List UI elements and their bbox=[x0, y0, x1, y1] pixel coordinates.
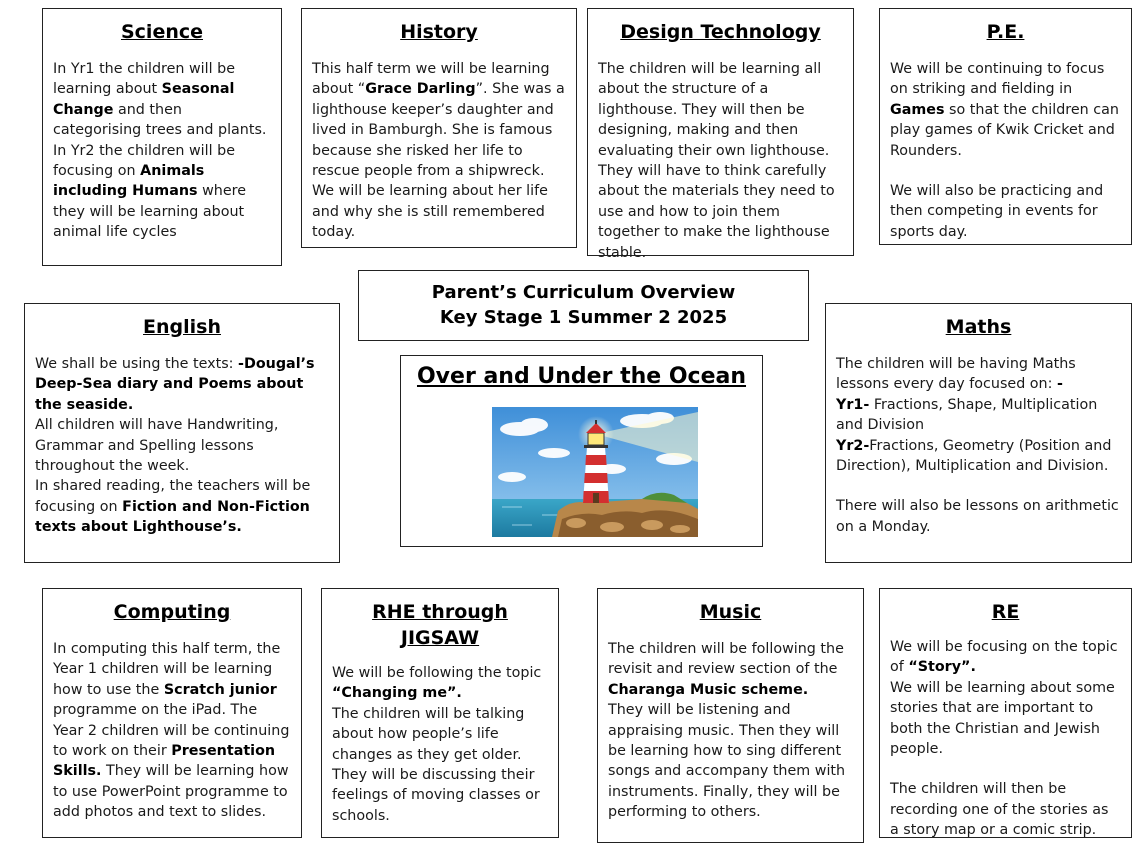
re-panel bbox=[879, 588, 1132, 838]
history-heading: History bbox=[400, 21, 478, 43]
music-text-1: The children will be following the revisit and review section of the Charanga Music scheme. bbox=[608, 641, 844, 698]
music-panel bbox=[597, 588, 864, 843]
re-heading: RE bbox=[991, 601, 1020, 623]
design-technology-text: The children will be learning all about the structure of a lighthouse. They will then be designing, making and then evaluating their own lighthouse. They will have to think carefully about the materials they need to use and how to join them together to make the lighthouse stable. bbox=[598, 61, 835, 261]
music-text-2: They will be listening and appraising music. Then they will be learning how to sing different songs and accompany them with instruments. Finally, they will be performing to others. bbox=[608, 702, 846, 821]
music-heading: Music bbox=[699, 601, 762, 623]
lighthouse-picture bbox=[492, 407, 698, 537]
pe-heading: P.E. bbox=[986, 21, 1025, 43]
pe-text-1: We will be continuing to focus on striking and fielding in Games so that the children can play games of Kwik Cricket and Rounders. bbox=[890, 61, 1119, 159]
design-technology-panel bbox=[587, 8, 854, 261]
rhe-text-2: The children will be talking about how people’s life changes as they get older. bbox=[332, 705, 525, 763]
maths-heading: Maths bbox=[945, 316, 1012, 338]
rhe-panel bbox=[321, 588, 559, 838]
english-panel bbox=[24, 303, 340, 563]
topic-heading: Over and Under the Ocean bbox=[416, 364, 747, 389]
re-text-2: We will be learning about some stories that are important to both the Christian and Jewish people. bbox=[890, 679, 1115, 758]
computing-panel bbox=[42, 588, 302, 838]
maths-text-arithmetic: There will also be lessons on arithmetic on a Monday. bbox=[836, 498, 1119, 535]
science-heading: Science bbox=[120, 21, 204, 43]
design-technology-heading: Design Technology bbox=[620, 21, 821, 43]
english-text-2: All children will have Handwriting, Grammar and Spelling lessons throughout the week. bbox=[35, 417, 279, 475]
rhe-text-1: We will be following the topic “Changing me”. bbox=[332, 665, 542, 702]
page-title-line-1: Parent’s Curriculum Overview bbox=[431, 282, 736, 303]
science-panel bbox=[42, 8, 282, 266]
pe-panel bbox=[879, 8, 1132, 245]
topic-panel bbox=[400, 355, 763, 547]
maths-text-1: The children will be having Maths lessons every day focused on: - bbox=[836, 356, 1076, 393]
english-heading: English bbox=[143, 316, 221, 338]
rhe-text-3: They will be discussing their feelings of moving classes or schools. bbox=[332, 767, 540, 824]
maths-text-yr1: Yr1- Fractions, Shape, Multiplication and Division bbox=[836, 396, 1098, 434]
history-panel bbox=[301, 8, 577, 248]
page-title-line-2: Key Stage 1 Summer 2 2025 bbox=[439, 307, 728, 328]
history-text: This half term we will be learning about “Grace Darling”. She was a lighthouse keeper’s daughter and lived in Bamburgh. She is famous because she risked her life to rescue people from a shipwreck. We will be learning about her life and why she is still remembered today. bbox=[312, 61, 565, 241]
computing-heading: Computing bbox=[113, 601, 231, 623]
english-text-3: In shared reading, the teachers will be focusing on Fiction and Non-Fiction texts about Lighthouse’s. bbox=[35, 478, 311, 536]
rhe-heading: RHE through JIGSAW bbox=[372, 601, 508, 649]
re-text-1: We will be focusing on the topic of “Story”. bbox=[890, 639, 1118, 676]
science-text-yr2: In Yr2 the children will be focusing on Animals including Humans where they will be learning about animal life cycles bbox=[53, 142, 247, 241]
science-text-yr1: In Yr1 the children will be learning about Seasonal Change and then categorising trees and plants. bbox=[53, 61, 267, 139]
maths-text-yr2: Yr2-Fractions, Geometry (Position and Direction), Multiplication and Division. bbox=[836, 437, 1112, 475]
re-text-3: The children will then be recording one of the stories as a story map or a comic strip. bbox=[890, 781, 1109, 839]
english-text-1: We shall be using the texts: -Dougal’s Deep-Sea diary and Poems about the seaside. bbox=[35, 356, 315, 413]
computing-text: In computing this half term, the Year 1 children will be learning how to use the Scratch junior programme on the iPad. The Year 2 children will be continuing to work on their Presentation Skills. They will be learning how to use PowerPoint programme to add photos and text to slides. bbox=[53, 641, 290, 821]
maths-panel bbox=[825, 303, 1132, 563]
pe-text-2: We will also be practicing and then competing in events for sports day. bbox=[890, 183, 1104, 240]
page-title bbox=[358, 270, 809, 341]
